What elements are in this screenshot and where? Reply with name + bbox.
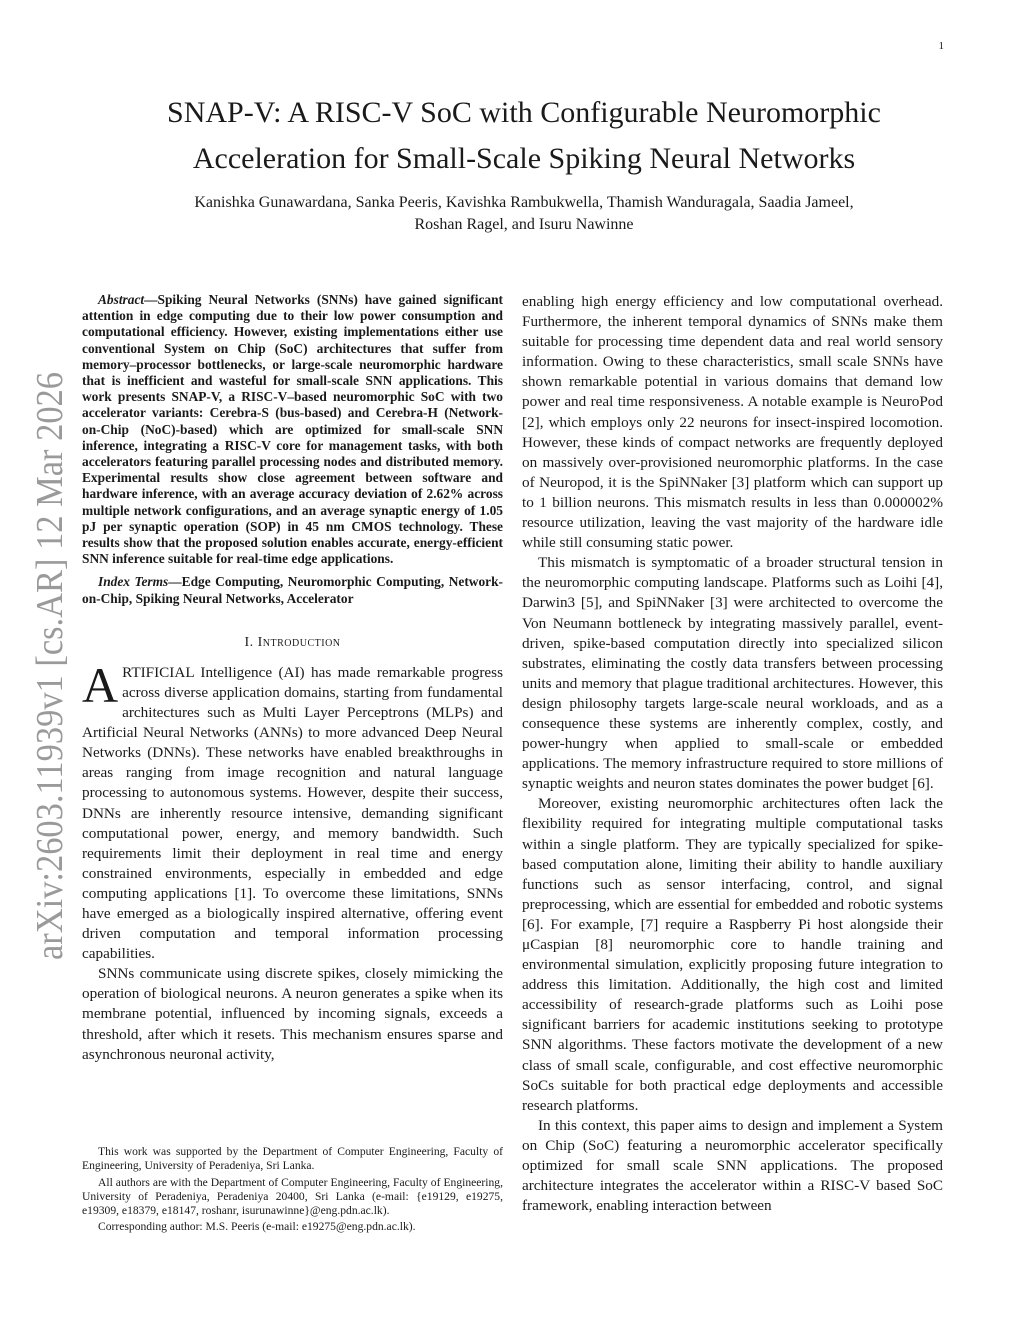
footnotes (82, 1145, 503, 1237)
title-line-1: SNAP-V: A RISC-V SoC with Configurable Neuromorphic (167, 96, 881, 129)
right-column (522, 292, 943, 1216)
authors-line-1: Kanishka Gunawardana, Sanka Peeris, Kavishka Rambukwella, Thamish Wanduragala, Saadia Jameel, (194, 194, 854, 211)
page-number: 1 (938, 40, 944, 52)
authors-line-2: Roshan Ragel, and Isuru Nawinne (414, 216, 634, 233)
intro-paragraph-1-text: RTIFICIAL Intelligence (AI) has made remarkable progress across diverse application domains, starting from fundamental architectures such as Multi Layer Perceptrons (MLPs) and Artificial Neural Networks (ANNs) to more advanced Deep Neural Networks (DNNs). These networks have enabled breakthroughs in areas ranging from image recognition and natural language processing to autonomous systems. However, despite their success, DNNs are inherently resource intensive, demanding significant computational power, energy, and memory bandwidth. Such requirements limit their deployment in real time and energy constrained environments, especially in embedded and edge computing applications [1]. To overcome these limitations, SNNs have emerged as a biologically inspired alternative, offering event driven computation and temporal information processing capabilities. (82, 663, 503, 963)
intro-paragraph-5: In this context, this paper aims to design and implement a System on Chip (SoC) featuring a neuromorphic accelerator specifically optimized for small scale SNN applications. The proposed architecture integrates the accelerator within a RISC-V based SoC framework, enabling interaction between (522, 1116, 943, 1215)
left-column (82, 292, 503, 1065)
index-terms (82, 574, 503, 606)
footnote-affiliation: All authors are with the Department of Computer Engineering, Faculty of Engineering, University of Peradeniya, Peradeniya 20400, Sri Lanka (e-mail: {e19129, e19275, e19309, e18379, e18147, roshanr, isurunawinne}@eng.pdn.ac.lk). (82, 1175, 503, 1218)
arxiv-identifier-stamp (10, 370, 80, 960)
arxiv-stamp-text: arXiv:2603.11939v1 [cs.AR] 12 Mar 2026 (29, 370, 71, 960)
intro-paragraph-2-continued: enabling high energy efficiency and low computational overhead. Furthermore, the inherent temporal dynamics of SNNs make them suitable for processing time dependent data and real world sensory information. Owing to these characteristics, small scale SNNs have shown remarkable potential in various domains that demand low power and real time responsiveness. A notable example is NeuroPod [2], which employs only 22 neurons for insect-inspired locomotion. However, these kinds of compact networks are frequently deployed on massively over-provisioned neuromorphic platforms. In the case of Neuropod, it is the SpiNNaker [3] platform which can support up to 1 billion neurons. This mismatch results in less than 0.000002% resource utilization, leaving the vast majority of the hardware idle while still consuming static power. (522, 293, 943, 552)
drop-cap: A (82, 656, 119, 713)
intro-paragraph-4: Moreover, existing neuromorphic architectures often lack the flexibility required for integrating multiple computational tasks within a single platform. They are typically specialized for spike-based computation alone, limiting their ability to handle auxiliary functions such as sensor interfacing, control, and signal preprocessing, which are essential for embedded and robotic systems [6]. For example, [7] require a Raspberry Pi host alongside their μCaspian [8] neuromorphic core to handle training and environmental simulation, explicitly proposing future integration to address this limitation. Additionally, the high cost and limited accessibility of research-grade platforms such as Loihi pose significant barriers for academic institutions seeking to prototype SNN algorithms. These factors motivate the development of a new class of small scale, configurable, and cost effective neuromorphic SoCs suitable for both practical edge deployments and accessible research platforms. (522, 795, 943, 1114)
author-list (100, 192, 948, 236)
intro-paragraph-2: SNNs communicate using discrete spikes, closely mimicking the operation of biological neurons. A neuron generates a spike when its membrane potential, influenced by incoming signals, exceeds a threshold, after which it resets. This mechanism ensures sparse and asynchronous neuronal activity, (82, 965, 503, 1063)
section-heading-introduction (82, 635, 503, 651)
intro-paragraph-3: This mismatch is symptomatic of a broader structural tension in the neuromorphic computing landscape. Platforms such as Loihi [4], Darwin3 [5], and SpiNNaker [3] were architected to overcome the Von Neumann bottleneck by integrating massively parallel, event-driven, spike-based computation directly into specialized silicon substrates, eliminating the costly data transfers between processing units and memory that plague traditional architectures. However, this design philosophy targets large-scale neural workloads, and as a consequence these systems are inherently complex, costly, and power-hungry when applied to small-scale or embedded applications. The memory infrastructure required to store millions of synaptic weights and neuron states dominates the power budget [6]. (522, 554, 943, 793)
index-terms-text: —Edge Computing, Neuromorphic Computing, Network-on-Chip, Spiking Neural Networks, Accelerator (82, 574, 503, 606)
paper-title (100, 90, 948, 182)
abstract (82, 292, 503, 567)
abstract-label: Abstract (98, 292, 145, 307)
section-title: Introduction (257, 634, 341, 650)
title-line-2: Acceleration for Small-Scale Spiking Neural Networks (192, 142, 856, 175)
footnote-funding: This work was supported by the Department of Computer Engineering, Faculty of Engineering, University of Peradeniya, Sri Lanka. (82, 1145, 503, 1173)
footnote-corresponding-author: Corresponding author: M.S. Peeris (e-mail: e19275@eng.pdn.ac.lk). (98, 1220, 416, 1234)
index-terms-label: Index Terms (98, 574, 169, 590)
abstract-text: —Spiking Neural Networks (SNNs) have gained significant attention in edge computing due to their low power consumption and computational efficiency. However, existing implementations either use conventional System on Chip (SoC) architectures that suffer from memory–processor bottlenecks, or large-scale neuromorphic hardware that is inefficient and wasteful for small-scale SNN applications. This work presents SNAP-V, a RISC-V–based neuromorphic SoC with two accelerator variants: Cerebra-S (bus-based) and Cerebra-H (Network-on-Chip (NoC)-based) which are optimized for small-scale SNN inference, integrating a RISC-V core for management tasks, with both accelerators featuring parallel processing nodes and distributed memory. Experimental results show close agreement between software and hardware inference, with an average accuracy deviation of 2.62% across multiple network configurations, and an average synaptic energy of 1.05 pJ per synaptic operation (SOP) in 45 nm CMOS technology. These results show that the proposed solution enables accurate, energy-efficient SNN inference suitable for real-time edge applications. (82, 292, 503, 567)
section-numeral: I. (244, 634, 258, 650)
intro-paragraph-1 (82, 656, 503, 964)
